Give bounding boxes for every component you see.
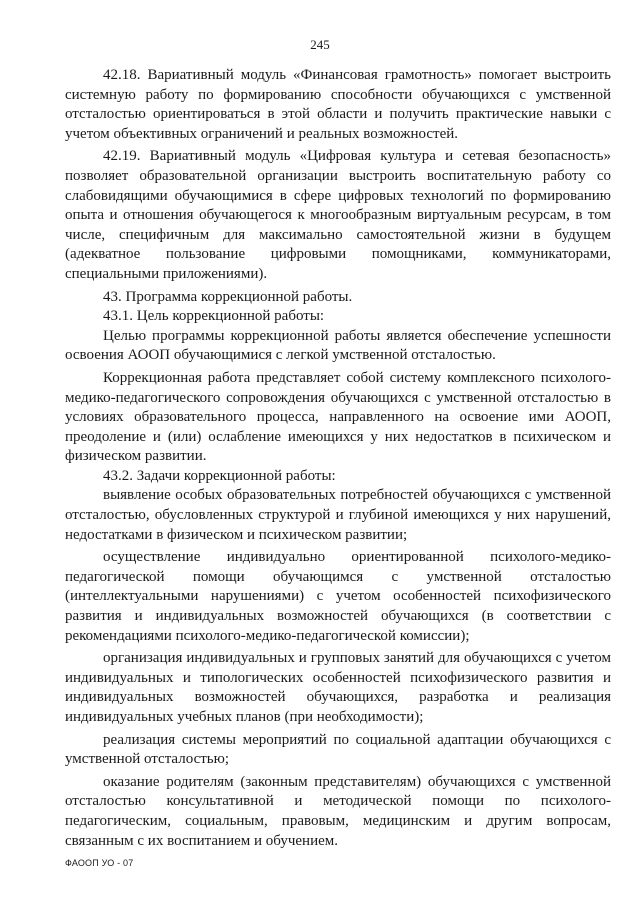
paragraph-correction-description: Коррекционная работа представляет собой систему комплексного психолого-медико-педагогического сопровождения обучающихся с умственной отсталостью в условиях образовательного процесса, направленного на освоение ими АООП, преодоление и (или) ослабление имеющихся у них недостатков в психическом и физическом развитии. — [65, 369, 611, 465]
document-footer-code: ФАООП УО - 07 — [65, 858, 134, 868]
subsection-heading-43-1: 43.1. Цель коррекционной работы: — [103, 308, 325, 325]
paragraph-42-19: 42.19. Вариативный модуль «Цифровая культура и сетевая безопасность» позволяет образовательной организации выстроить воспитательную работу со слабовидящими обучающимися в сфере цифровых технологий по формированию опыта и отношения обучающегося к многообразным виртуальным ресурсам, в том числе, специфичным для максимально самостоятельной жизни в будущем (адекватное пользование цифровыми помощниками, коммуникаторами, специальными приложениями). — [65, 148, 611, 282]
task-item-organization: организация индивидуальных и групповых занятий для обучающихся с учетом индивидуальных и типологических особенностей психофизического развития и индивидуальных возможностей обучающихся, разработка и реализация индивидуальных учебных планов (при необходимости); — [65, 650, 611, 725]
task-item-parents-support: оказание родителям (законным представителям) обучающихся с умственной отсталостью консультативной и методической помощи по психолого-педагогическим, социальным, правовым, медицинским и другим вопросам, связанным с их воспитанием и обучением. — [65, 773, 611, 849]
task-item-adaptation: реализация системы мероприятий по социальной адаптации обучающихся с умственной отсталостью; — [65, 731, 611, 768]
subsection-heading-43-2: 43.2. Задачи коррекционной работы: — [103, 467, 336, 484]
task-item-assistance: осуществление индивидуально ориентированной психолого-медико-педагогической помощи обучающимся с умственной отсталостью (интеллектуальными нарушениями) с учетом особенностей психофизического развития и индивидуальных возможностей обучающихся (в соответствии с рекомендациями психолого-медико-педагогической комиссии); — [65, 549, 611, 644]
paragraph-goal: Целью программы коррекционной работы является обеспечение успешности освоения АООП обучающимися с легкой умственной отсталостью. — [65, 327, 611, 364]
document-body — [65, 66, 611, 851]
paragraph-42-18: 42.18. Вариативный модуль «Финансовая грамотность» помогает выстроить системную работу по формированию способности обучающихся с умственной отсталостью ориентироваться в этой области и получить практические навыки с учетом объективных ограничений и реальных возможностей. — [65, 67, 611, 142]
page-number: 245 — [310, 37, 330, 52]
task-item-identification: выявление особых образовательных потребностей обучающихся с умственной отсталостью, обусловленных структурой и глубиной имеющихся у них нарушений, недостатками в физическом и психическом развитии; — [65, 487, 611, 543]
section-heading-43: 43. Программа коррекционной работы. — [103, 288, 353, 305]
